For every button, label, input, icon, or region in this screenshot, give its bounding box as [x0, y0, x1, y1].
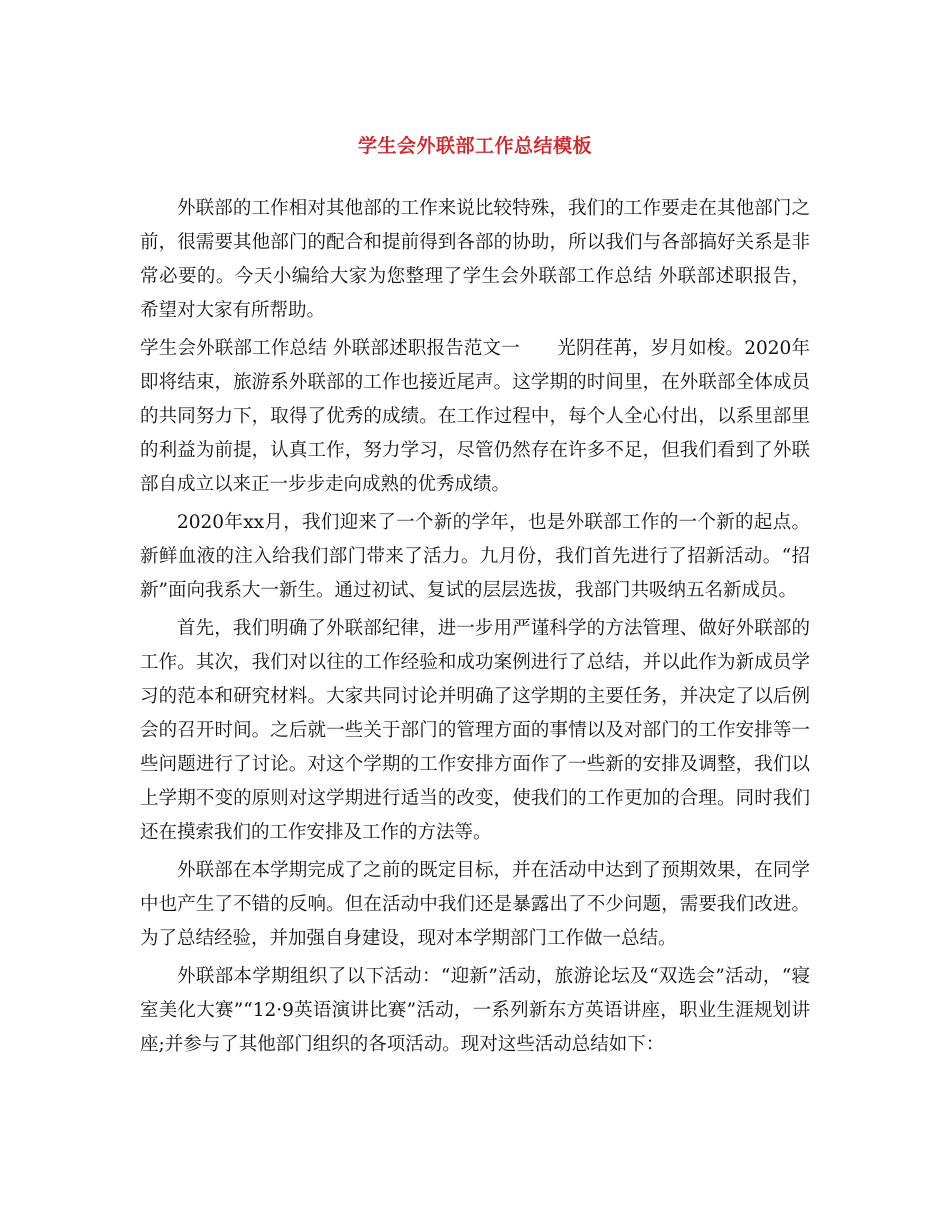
paragraph-activities: 外联部本学期组织了以下活动：“迎新”活动，旅游论坛及“双选会”活动，“寝室美化大赛”“12·9英语演讲比赛”活动，一系列新东方英语讲座，职业生涯规划讲座;并参与了其他部门组织的各项活动。现对这些活动总结如下：	[140, 966, 810, 1055]
document-title: 学生会外联部工作总结模板	[357, 135, 592, 157]
paragraph-management: 首先，我们明确了外联部纪律，进一步用严谨科学的方法管理、做好外联部的工作。其次，我们对以往的工作经验和成功案例进行了总结，并以此作为新成员学习的范本和研究材料。大家共同讨论并明确了这学期的主要任务，并决定了以后例会的召开时间。之后就一些关于部门的管理方面的事情以及对部门的工作安排等一些问题进行了讨论。对这个学期的工作安排方面作了一些新的安排及调整，我们以上学期不变的原则对这学期进行适当的改变，使我们的工作更加的合理。同时我们还在摸索我们的工作安排及工作的方法等。	[140, 618, 810, 843]
paragraph-recruitment: 2020年xx月，我们迎来了一个新的学年，也是外联部工作的一个新的起点。新鲜血液的注入给我们部门带来了活力。九月份，我们首先进行了招新活动。“招新”面向我系大一新生。通过初试、复试的层层选拔，我部门共吸纳五名新成员。	[140, 512, 810, 601]
paragraph-summary-goals: 外联部在本学期完成了之前的既定目标，并在活动中达到了预期效果，在同学中也产生了不错的反响。但在活动中我们还是暴露出了不少问题，需要我们改进。为了总结经验，并加强自身建设，现对本学期部门工作做一总结。	[140, 860, 810, 949]
paragraph-report-opening: 学生会外联部工作总结 外联部述职报告范文一 光阴荏苒，岁月如梭。2020年即将结束，旅游系外联部的工作也接近尾声。这学期的时间里，在外联部全体成员的共同努力下，取得了优秀的成绩。在工作过程中，每个人全心付出，以系里部里的利益为前提，认真工作，努力学习，尽管仍然存在许多不足，但我们看到了外联部自成立以来正一步步走向成熟的优秀成绩。	[140, 338, 810, 495]
paragraph-intro: 外联部的工作相对其他部的工作来说比较特殊，我们的工作要走在其他部门之前，很需要其他部门的配合和提前得到各部的协助，所以我们与各部搞好关系是非常必要的。今天小编给大家为您整理了学生会外联部工作总结 外联部述职报告，希望对大家有所帮助。	[140, 198, 810, 321]
